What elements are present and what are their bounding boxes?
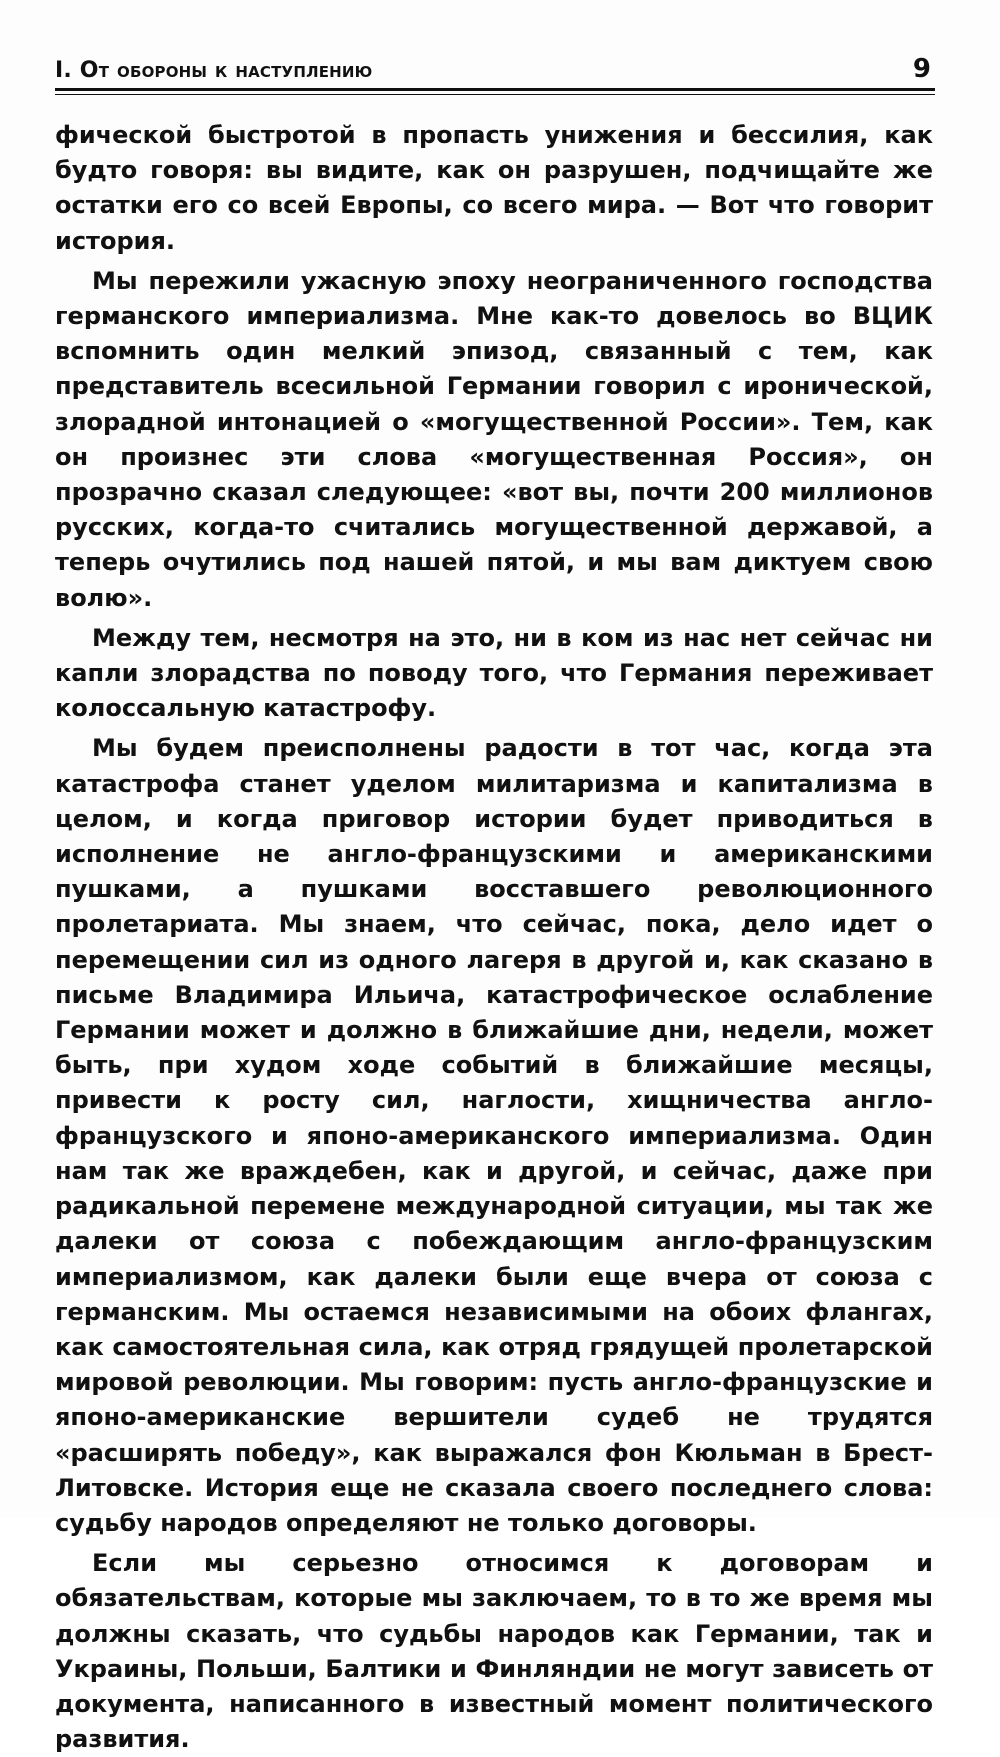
paragraph-continued: фической быстротой в пропасть унижения и бессилия, как будто говоря: вы видите, как он разрушен, подчищайте же остатки его со всей Европы, со всего мира. — Вот что говорит история. — [55, 121, 933, 255]
running-head — [55, 48, 935, 88]
page-number: 9 — [912, 54, 931, 84]
header-rule-thin — [55, 94, 935, 95]
paragraph: Мы будем преисполнены радости в тот час, когда эта катастрофа станет уделом милитаризма и капитализма в целом, и когда приговор истории будет приводиться в исполнение не англо-французскими и американскими пушками, а пушками восставшего революционного пролетариата. Мы знаем, что сейчас, пока, дело идет о перемещении сил из одного лагеря в другой и, как сказано в письме Владимира Ильича, катастрофическое ослабление Германии может и должно в ближайшие дни, недели, может быть, при худом ходе событий в ближайшие месяцы, привести к росту сил, наглости, хищничества англо-французского и японо-американского империализма. Один нам так же враждебен, как и другой, и сейчас, даже при радикальной перемене международной ситуации, мы так же далеки от союза с побеждающим англо-французским империализмом, как далеки были еще вчера от союза с германским. Мы остаемся независимыми на обоих флангах, как самостоятельная сила, как отряд грядущей пролетарской мировой революции. Мы говорим: пусть англо-французские и японо-американские вершители судеб не трудятся «расширять победу», как выражался фон Кюльман в Брест-Литовске. История еще не сказала своего последнего слова: судьбу народов определяют не только договоры. — [55, 734, 933, 1537]
running-title: I. От обороны к наступлению — [55, 58, 373, 83]
paragraph: Между тем, несмотря на это, ни в ком из нас нет сейчас ни капли злорадства по поводу того, что Германия переживает колоссальную катастрофу. — [55, 623, 933, 723]
body-text — [55, 118, 933, 1757]
header-rule — [55, 88, 935, 91]
paragraph: Мы пережили ужасную эпоху неограниченного господства германского империализма. Мне как-то довелось во ВЦИК вспомнить один мелкий эпизод, связанный с тем, как представитель всесильной Германии говорил с иронической, злорадной интонацией о «могущественной России». Тем, как он произнес эти слова «могущественная Россия», он прозрачно сказал следующее: «вот вы, почти 200 миллионов русских, когда-то считались могущественной державой, а теперь очутились под нашей пятой, и мы вам диктуем свою волю». — [55, 266, 933, 612]
paragraph: Если мы серьезно относимся к договорам и обязательствам, которые мы заключаем, то в то же время мы должны сказать, что судьбы народов как Германии, так и Украины, Польши, Балтики и Финляндии не могут зависеть от документа, написанного в известный момент политического развития. — [55, 1549, 933, 1754]
